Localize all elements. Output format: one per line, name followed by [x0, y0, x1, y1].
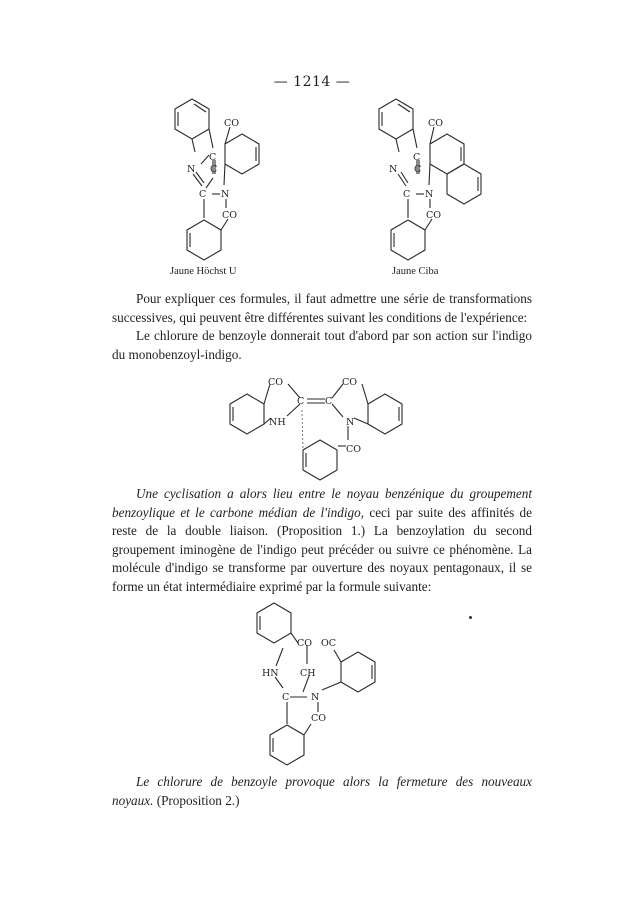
c-label: C [403, 189, 411, 200]
paragraph-block-3 [112, 773, 532, 810]
co-label: CO [268, 377, 284, 388]
co-label: CO [346, 444, 362, 455]
co-label: CO [224, 118, 240, 129]
structure-jaune-hochst-u [175, 99, 259, 260]
c-label: C [297, 396, 305, 407]
n-label: N [187, 164, 196, 175]
ch-label: CH [300, 668, 316, 679]
structure-intermediate [257, 603, 375, 765]
n-label: N [311, 692, 320, 703]
paragraph-2: Le chlorure de benzoyle donnerait tout d'abord par son action sur l'indigo du monobenzoyl-indigo. [112, 328, 532, 362]
oc-label: OC [321, 638, 337, 649]
caption-jaune-hochst-u: Jaune Höchst U [170, 266, 237, 277]
co-label: CO [311, 713, 327, 724]
paragraph-3-rest: ceci par suite des affinités de reste de la double liaison. (Proposition 1.) La benzoylation du second groupement iminogène de l'indigo peut précéder ou suivre ce phénomène. La molécule d'indigo se transforme par ouverture des noyaux pentagonaux, il se forme un état intermédiaire exprimé par la formule suivante: [112, 504, 532, 594]
co-label: CO [222, 210, 238, 221]
page-number: — 1214 — [273, 74, 351, 90]
n-label: N [346, 417, 355, 428]
c-label: C [199, 189, 207, 200]
c-label: C [413, 152, 421, 163]
c-label: C [325, 396, 333, 407]
n-label: N [389, 164, 398, 175]
co-label: CO [426, 210, 442, 221]
c-label: C [282, 692, 290, 703]
paragraph-block-1 [112, 290, 532, 364]
paragraph-4-italic: Le chlorure de benzoyle provoque alors la fermeture des nouveaux noyaux. [112, 774, 532, 808]
paragraph-3-italic: Une cyclisation a alors lieu entre le noyau benzénique du groupement benzoylique et le carbone médian de l'indigo, [112, 486, 532, 520]
stray-dot [469, 616, 472, 619]
paragraph-block-2 [112, 485, 532, 596]
hn-label: HN [262, 668, 279, 679]
co-label: CO [428, 118, 444, 129]
paragraph-3 [112, 485, 532, 596]
paragraph-4 [112, 773, 532, 810]
c-label: C [209, 152, 217, 163]
c-label: C [414, 164, 422, 175]
co-label: CO [342, 377, 358, 388]
paragraph-1: Pour expliquer ces formules, il faut admettre une série de transformations successives, qui peuvent être différentes suivant les conditions de l'expérience: [112, 291, 532, 325]
nh-label: NH [269, 417, 286, 428]
n-label: N [221, 189, 230, 200]
paragraph-4-rest: (Proposition 2.) [153, 792, 240, 808]
c-label: C [210, 164, 218, 175]
co-label: CO [297, 638, 313, 649]
caption-jaune-ciba: Jaune Ciba [392, 266, 439, 277]
structure-monobenzoyl-indigo [230, 384, 402, 480]
n-label: N [425, 189, 434, 200]
